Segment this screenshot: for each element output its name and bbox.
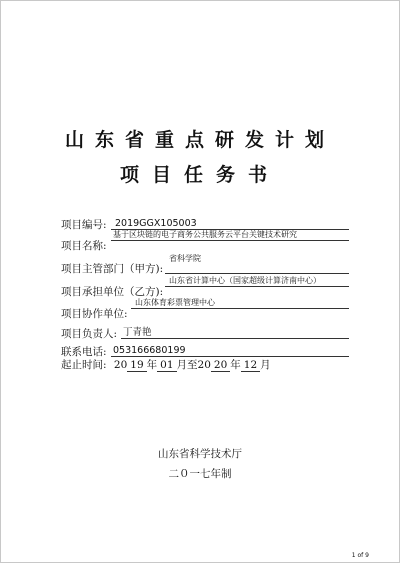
underline: [165, 286, 349, 287]
field-undertaker: [61, 277, 359, 299]
end-century: 20: [197, 359, 211, 371]
date-range: [61, 357, 271, 372]
field-value: 省科学院: [169, 254, 201, 263]
document-subtitle: 项目任务书: [119, 164, 280, 186]
year-char: 年: [230, 359, 241, 371]
field-label: 项目协作单位:: [61, 308, 128, 320]
field-phone: [61, 337, 359, 359]
field-value: 2019GGX105003: [115, 218, 197, 229]
start-century: 20: [113, 359, 128, 371]
start-month: 01: [157, 359, 176, 372]
end-year: 20: [211, 359, 230, 372]
field-collaborator: [61, 299, 359, 321]
field-label: 项目主管部门（甲方):: [61, 263, 164, 275]
year-char: 年: [146, 359, 158, 371]
field-label: 项目负责人:: [61, 328, 118, 340]
page-number: 1 of 9: [351, 552, 369, 559]
field-supervisor: [61, 254, 359, 276]
field-value: 山东省计算中心（国家超级计算济南中心）: [169, 276, 321, 285]
issuer: 山东省科学技术厅: [158, 448, 242, 460]
field-label: 项目承担单位（乙方):: [61, 286, 164, 298]
field-value: 基于区块链的电子商务公共服务云平台关键技术研究: [113, 230, 297, 239]
field-label: 联系电话:: [61, 346, 107, 358]
underline: [131, 308, 349, 309]
field-value: 丁青艳: [123, 327, 152, 338]
underline: [111, 240, 349, 241]
start-year: 19: [127, 359, 146, 372]
field-value: 053166680199: [113, 345, 186, 356]
document-title: 山东省重点研发计划: [64, 129, 335, 151]
made-year: 二０一七年制: [168, 468, 232, 480]
field-label: 项目编号:: [61, 219, 107, 231]
month-to: 月至: [176, 359, 198, 371]
field-project-name: [61, 231, 359, 253]
dates-label: 起止时间:: [61, 359, 107, 371]
underline: [165, 273, 349, 274]
month-char: 月: [260, 359, 271, 371]
field-label: 项目名称:: [61, 240, 107, 252]
end-month: 12: [241, 359, 260, 372]
field-value: 山东体育彩票管理中心: [135, 298, 215, 307]
